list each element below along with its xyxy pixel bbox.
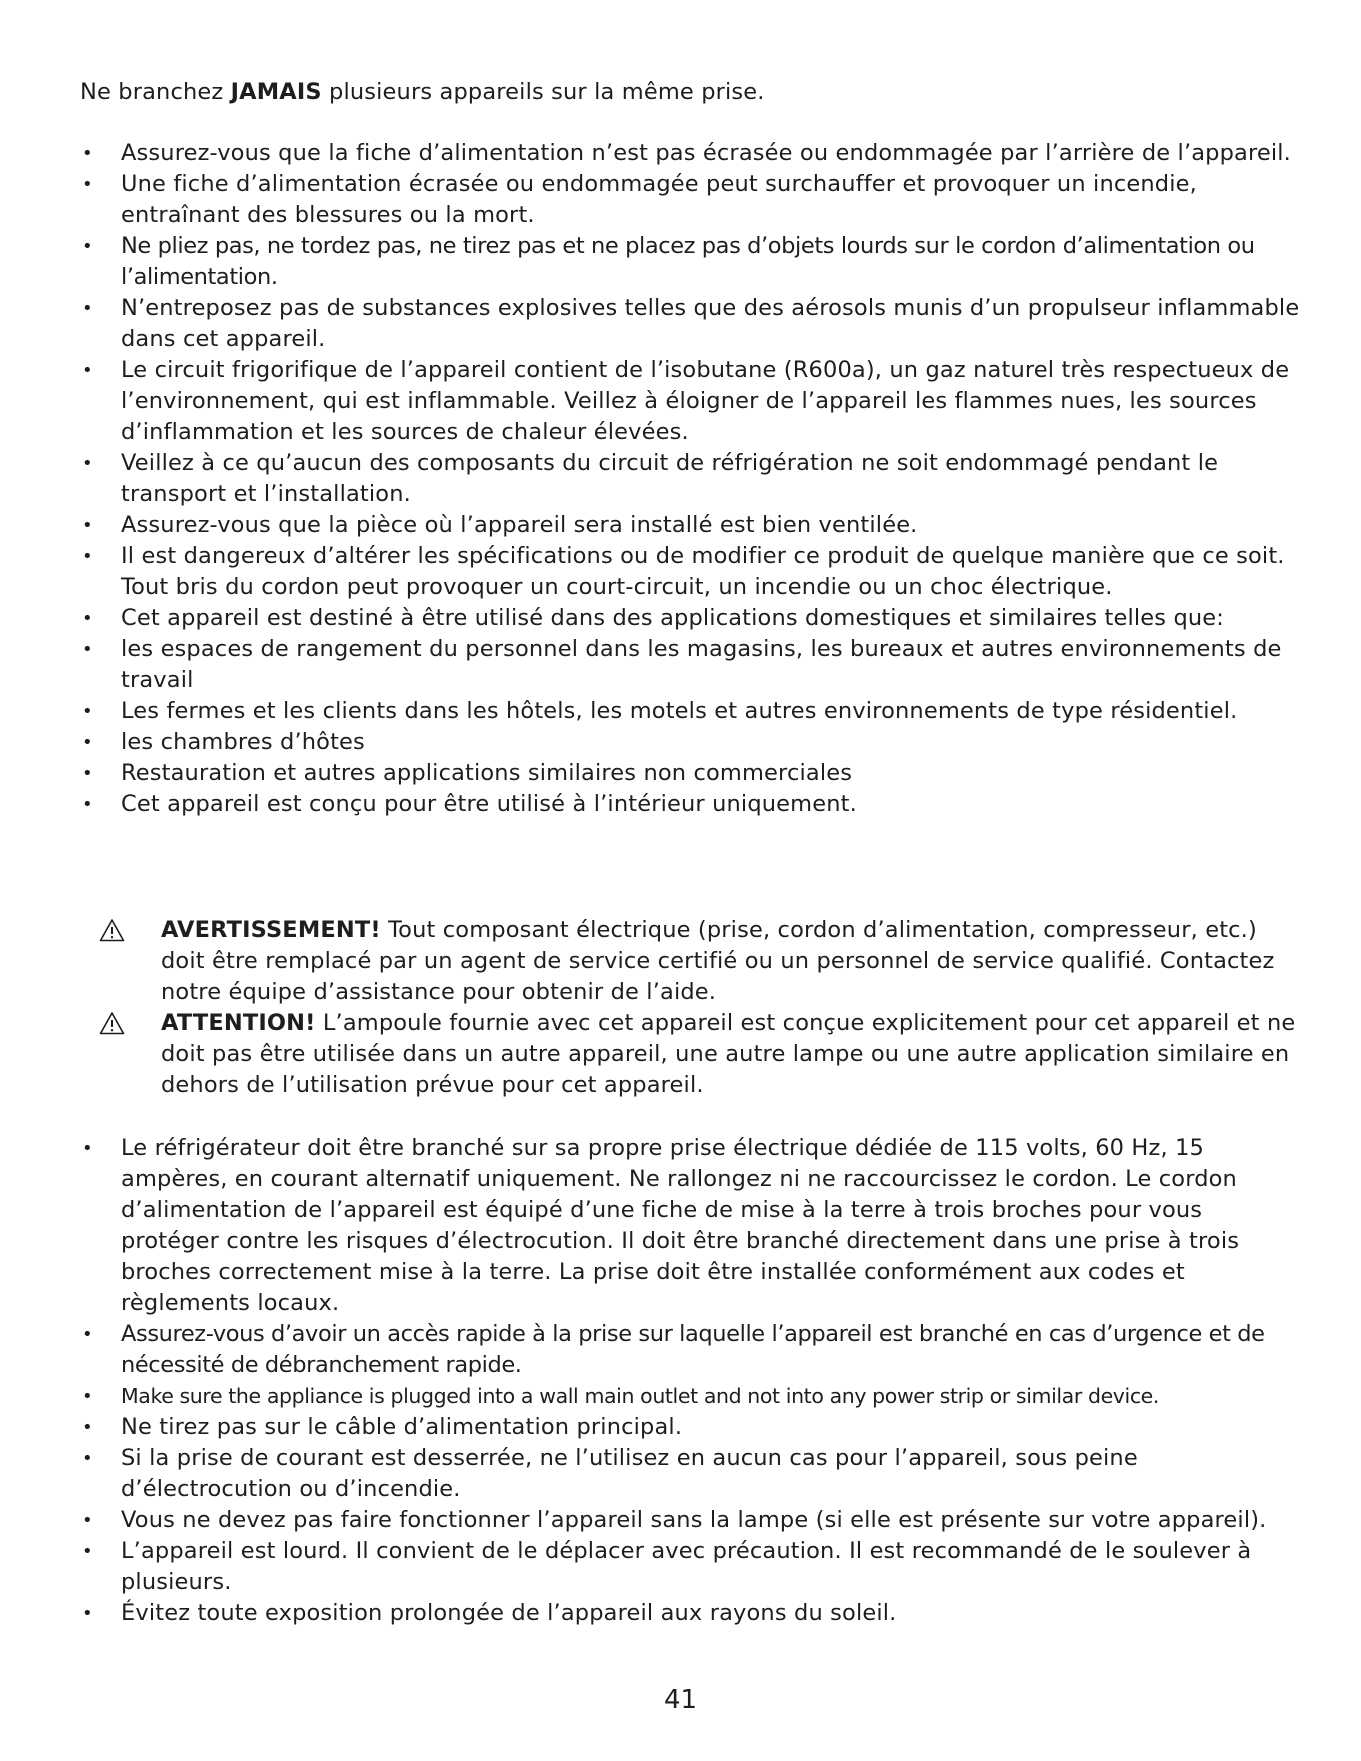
list-item-text: Make sure the appliance is plugged into a wall main outlet and not into any power strip or similar device. bbox=[121, 1384, 1160, 1408]
bullet-icon: • bbox=[82, 763, 93, 784]
bullet-icon: • bbox=[82, 608, 93, 629]
list-item-text: Restauration et autres applications similaires non commerciales bbox=[121, 760, 853, 786]
bullet-icon: • bbox=[82, 143, 93, 164]
list-item-text: Le circuit frigorifique de l’appareil contient de l’isobutane (R600a), un gaz naturel très respectueux de l’environnement, qui est inflammable. Veillez à éloigner de l’appareil les flammes nues, les sources d’inflammation et les sources de chaleur élevées. bbox=[121, 357, 1290, 445]
warning-label: ATTENTION! bbox=[161, 1010, 316, 1036]
list-item-text: Assurez-vous que la pièce où l’appareil sera installé est bien ventilée. bbox=[121, 512, 918, 538]
list-item bbox=[0, 727, 1300, 758]
list-item bbox=[0, 758, 1300, 789]
list-item bbox=[0, 1381, 1300, 1412]
list-item-text: N’entreposez pas de substances explosives telles que des aérosols munis d’un propulseur inflammable dans cet appareil. bbox=[121, 295, 1300, 352]
bullet-icon: • bbox=[82, 701, 93, 722]
list-item-text: Une fiche d’alimentation écrasée ou endommagée peut surchauffer et provoquer un incendie, entraînant des blessures ou la mort. bbox=[121, 171, 1197, 228]
list-item bbox=[0, 634, 1300, 696]
list-item bbox=[0, 696, 1300, 727]
warning-attention bbox=[0, 1008, 1300, 1101]
warning-triangle-icon bbox=[99, 1011, 125, 1035]
bullet-icon: • bbox=[82, 236, 93, 257]
bullet-icon: • bbox=[82, 732, 93, 753]
list-item-text: Cet appareil est destiné à être utilisé dans des applications domestiques et similaires telles que: bbox=[121, 605, 1225, 631]
list-item-text: Assurez-vous d’avoir un accès rapide à la prise sur laquelle l’appareil est branché en cas d’urgence et de nécessité de débranchement rapide. bbox=[121, 1321, 1265, 1378]
bullet-icon: • bbox=[82, 1138, 93, 1159]
list-item-text: Ne pliez pas, ne tordez pas, ne tirez pas et ne placez pas d’objets lourds sur le cordon d’alimentation ou l’alimentation. bbox=[121, 233, 1255, 290]
warning-text: L’ampoule fournie avec cet appareil est conçue explicitement pour cet appareil et ne doit pas être utilisée dans un autre appareil, une autre lampe ou une autre application similaire en dehors de l’utilisation prévue pour cet appareil. bbox=[161, 1010, 1296, 1098]
safety-list-2 bbox=[0, 1133, 1300, 1629]
list-item-text: Si la prise de courant est desserrée, ne l’utilisez en aucun cas pour l’appareil, sous peine d’électrocution ou d’incendie. bbox=[121, 1445, 1138, 1502]
warning-triangle-icon bbox=[99, 918, 125, 942]
list-item-text: les chambres d’hôtes bbox=[121, 729, 365, 755]
list-item bbox=[0, 231, 1300, 293]
page-number: 41 bbox=[663, 1685, 698, 1715]
list-item bbox=[0, 603, 1300, 634]
list-item bbox=[0, 510, 1300, 541]
list-item-text: Évitez toute exposition prolongée de l’appareil aux rayons du soleil. bbox=[121, 1600, 897, 1626]
list-item bbox=[0, 1598, 1300, 1629]
intro-text-after: plusieurs appareils sur la même prise. bbox=[321, 79, 765, 105]
bullet-icon: • bbox=[82, 174, 93, 195]
list-item bbox=[0, 789, 1300, 820]
list-item bbox=[0, 1412, 1300, 1443]
list-item bbox=[0, 138, 1300, 169]
list-item-text: Cet appareil est conçu pour être utilisé à l’intérieur uniquement. bbox=[121, 791, 857, 817]
list-item-text: Les fermes et les clients dans les hôtels, les motels et autres environnements de type résidentiel. bbox=[121, 698, 1238, 724]
list-item-text: Veillez à ce qu’aucun des composants du circuit de réfrigération ne soit endommagé pendant le transport et l’installation. bbox=[121, 450, 1219, 507]
warning-label: AVERTISSEMENT! bbox=[161, 917, 381, 943]
list-item-text: Assurez-vous que la fiche d’alimentation n’est pas écrasée ou endommagée par l’arrière de l’appareil. bbox=[121, 140, 1291, 166]
intro-warning bbox=[80, 77, 765, 108]
list-item-text: Il est dangereux d’altérer les spécifications ou de modifier ce produit de quelque manière que ce soit. Tout bris du cordon peut provoquer un court-circuit, un incendie ou un choc électrique. bbox=[121, 543, 1285, 600]
bullet-icon: • bbox=[82, 1448, 93, 1469]
list-item-text: les espaces de rangement du personnel dans les magasins, les bureaux et autres environnements de travail bbox=[121, 636, 1282, 693]
warning-avertissement bbox=[0, 915, 1300, 1008]
intro-bold-word: JAMAIS bbox=[230, 79, 322, 105]
list-item bbox=[0, 1133, 1300, 1319]
list-item bbox=[0, 1443, 1300, 1505]
list-item bbox=[0, 1505, 1300, 1536]
list-item-text: Ne tirez pas sur le câble d’alimentation principal. bbox=[121, 1414, 683, 1440]
list-item bbox=[0, 293, 1300, 355]
bullet-icon: • bbox=[82, 298, 93, 319]
bullet-icon: • bbox=[82, 515, 93, 536]
list-item bbox=[0, 1319, 1300, 1381]
bullet-icon: • bbox=[82, 794, 93, 815]
list-item-text: L’appareil est lourd. Il convient de le déplacer avec précaution. Il est recommandé de le soulever à plusieurs. bbox=[121, 1538, 1252, 1595]
list-item bbox=[0, 448, 1300, 510]
bullet-icon: • bbox=[82, 453, 93, 474]
intro-text-before: Ne branchez bbox=[80, 79, 231, 105]
safety-list-1 bbox=[0, 138, 1300, 820]
bullet-icon: • bbox=[82, 639, 93, 660]
bullet-icon: • bbox=[82, 1603, 93, 1624]
list-item bbox=[0, 169, 1300, 231]
bullet-icon: • bbox=[82, 360, 93, 381]
bullet-icon: • bbox=[82, 546, 93, 567]
warning-text: Tout composant électrique (prise, cordon d’alimentation, compresseur, etc.) doit être remplacé par un agent de service certifié ou un personnel de service qualifié. Contactez notre équipe d’assistance pour obtenir de l’aide. bbox=[161, 917, 1275, 1005]
list-item bbox=[0, 355, 1300, 448]
list-item bbox=[0, 1536, 1300, 1598]
list-item-text: Le réfrigérateur doit être branché sur sa propre prise électrique dédiée de 115 volts, 60 Hz, 15 ampères, en courant alternatif uniquement. Ne rallongez ni ne raccourcissez le cordon. Le cordon d’alimentation de l’appareil est équipé d’une fiche de mise à la terre à trois broches pour vous protéger contre les risques d’électrocution. Il doit être branché directement dans une prise à trois broches correctement mise à la terre. La prise doit être installée conformément aux codes et règlements locaux. bbox=[121, 1135, 1240, 1316]
list-item-text: Vous ne devez pas faire fonctionner l’appareil sans la lampe (si elle est présente sur votre appareil). bbox=[121, 1507, 1267, 1533]
bullet-icon: • bbox=[82, 1386, 93, 1407]
warnings-block bbox=[0, 915, 1300, 1101]
bullet-icon: • bbox=[82, 1324, 93, 1345]
list-item bbox=[0, 541, 1300, 603]
bullet-icon: • bbox=[82, 1541, 93, 1562]
bullet-icon: • bbox=[82, 1510, 93, 1531]
bullet-icon: • bbox=[82, 1417, 93, 1438]
